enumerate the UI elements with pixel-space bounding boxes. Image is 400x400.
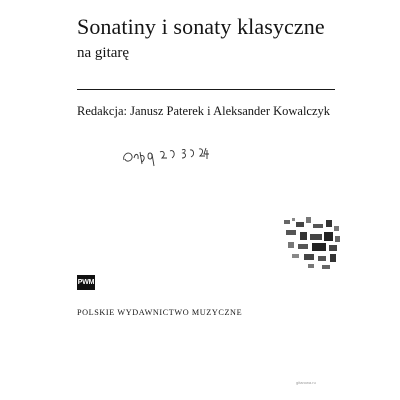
editors-credit: Redakcja: Janusz Paterek i Aleksander Kowalczyk — [77, 104, 331, 118]
page-title: Sonatiny i sonaty klasyczne — [77, 14, 325, 39]
scan-artifact-stamp — [282, 214, 342, 274]
handwritten-annotation — [120, 138, 210, 172]
publisher-name: POLSKIE WYDAWNICTWO MUZYCZNE — [77, 308, 243, 317]
site-watermark: gitarowa.ru — [296, 380, 316, 385]
divider-rule — [77, 89, 335, 90]
pwm-logo: PWM — [77, 275, 95, 290]
page-subtitle: na gitarę — [77, 45, 130, 61]
